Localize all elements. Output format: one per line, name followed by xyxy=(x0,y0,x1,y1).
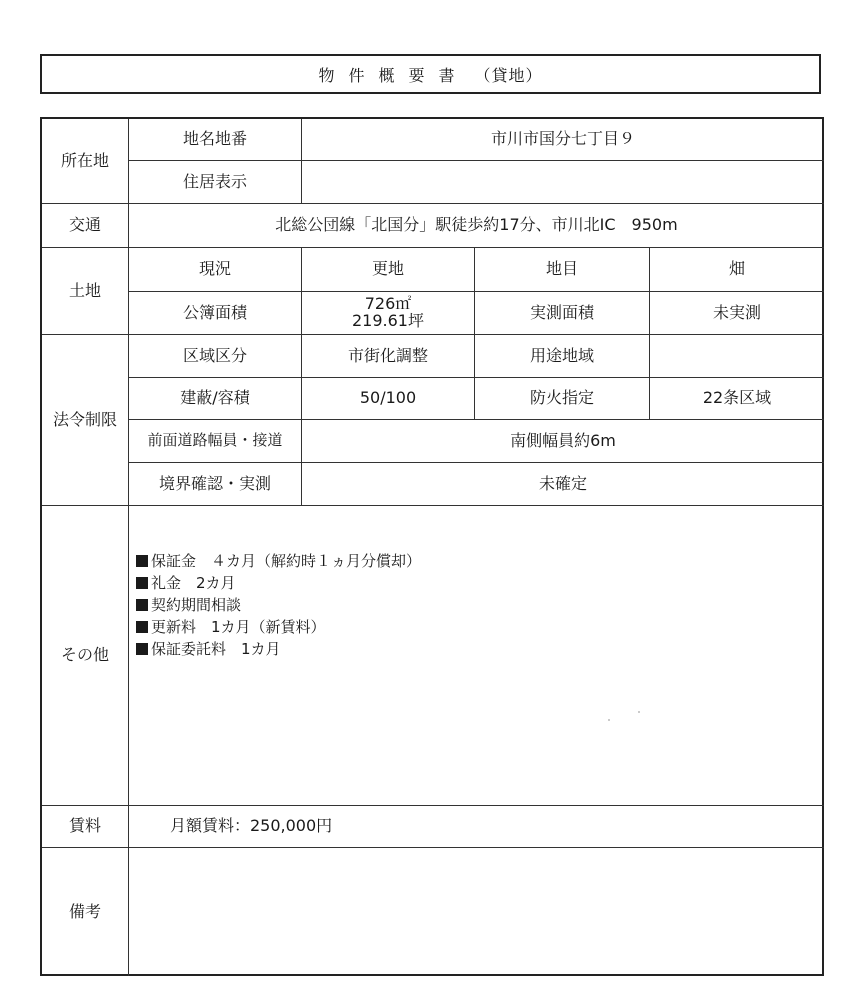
address-label: 住居表示 xyxy=(182,171,247,191)
transport-value: 北総公団線「北国分」駅徒歩約17分、市川北IC 950m xyxy=(275,215,678,235)
list-item xyxy=(136,638,421,660)
land-status-label: 現況 xyxy=(198,259,231,279)
square-bullet-icon xyxy=(136,599,148,611)
square-bullet-icon xyxy=(136,577,148,589)
measured-area-value: 未実測 xyxy=(712,302,761,322)
coverage-ratio-value: 50/100 xyxy=(359,388,417,408)
registered-area-tsubo: 219.61坪 xyxy=(352,311,424,330)
coverage-ratio-label: 建蔽/容積 xyxy=(180,388,250,408)
property-summary-table xyxy=(40,117,824,976)
zone-label: 区域区分 xyxy=(182,345,247,365)
remarks-value xyxy=(142,848,812,976)
list-item xyxy=(136,550,421,572)
fire-designation-value: 22条区域 xyxy=(702,388,772,408)
boundary-label: 境界確認・実測 xyxy=(158,473,271,493)
land-label: 土地 xyxy=(68,280,101,300)
registered-area-m2: 726㎡ xyxy=(364,294,412,314)
zone-value: 市街化調整 xyxy=(347,345,428,365)
registered-area-value xyxy=(302,292,474,334)
note-text: 礼金 2カ月 xyxy=(151,574,236,592)
registered-area-stack xyxy=(352,296,424,330)
title-main: 物件概要書 xyxy=(318,65,469,85)
scan-speck xyxy=(608,719,610,721)
use-district-label: 用途地域 xyxy=(529,345,594,365)
measured-area-label: 実測面積 xyxy=(529,302,594,322)
rent-value: 月額賃料：250,000円 xyxy=(170,816,333,836)
grid-line xyxy=(42,505,824,506)
note-text: 保証金 ４カ月（解約時１ヵ月分償却） xyxy=(151,552,422,570)
fire-designation-label: 防火指定 xyxy=(529,388,594,408)
title-subtitle: （貸地） xyxy=(474,65,543,85)
note-text: 更新料 1カ月（新賃料） xyxy=(151,618,326,636)
note-text: 契約期間相談 xyxy=(151,596,242,614)
land-category-label: 地目 xyxy=(545,259,578,279)
other-notes-list xyxy=(136,550,421,660)
scan-speck xyxy=(638,711,640,713)
location-label: 所在地 xyxy=(60,150,109,170)
rent-label: 賃料 xyxy=(68,816,101,836)
other-label: その他 xyxy=(60,645,109,665)
transport-label: 交通 xyxy=(68,215,101,235)
square-bullet-icon xyxy=(136,555,148,567)
registered-area-label: 公簿面積 xyxy=(182,302,247,322)
front-road-label: 前面道路幅員・接道 xyxy=(147,431,283,450)
address-value xyxy=(302,161,824,203)
list-item xyxy=(136,616,421,638)
boundary-value: 未確定 xyxy=(538,473,587,493)
square-bullet-icon xyxy=(136,643,148,655)
note-text: 保証委託料 1カ月 xyxy=(151,640,281,658)
regulations-label: 法令制限 xyxy=(52,409,117,429)
lot-number-label: 地名地番 xyxy=(182,129,247,149)
front-road-value: 南側幅員約6m xyxy=(510,430,616,450)
use-district-value xyxy=(650,335,824,377)
remarks-label: 備考 xyxy=(68,901,101,921)
land-status-value: 更地 xyxy=(371,259,404,279)
lot-number-value: 市川市国分七丁目９ xyxy=(490,129,635,149)
list-item xyxy=(136,594,421,616)
square-bullet-icon xyxy=(136,621,148,633)
document-title xyxy=(40,54,821,94)
list-item xyxy=(136,572,421,594)
land-category-value: 畑 xyxy=(728,259,745,279)
